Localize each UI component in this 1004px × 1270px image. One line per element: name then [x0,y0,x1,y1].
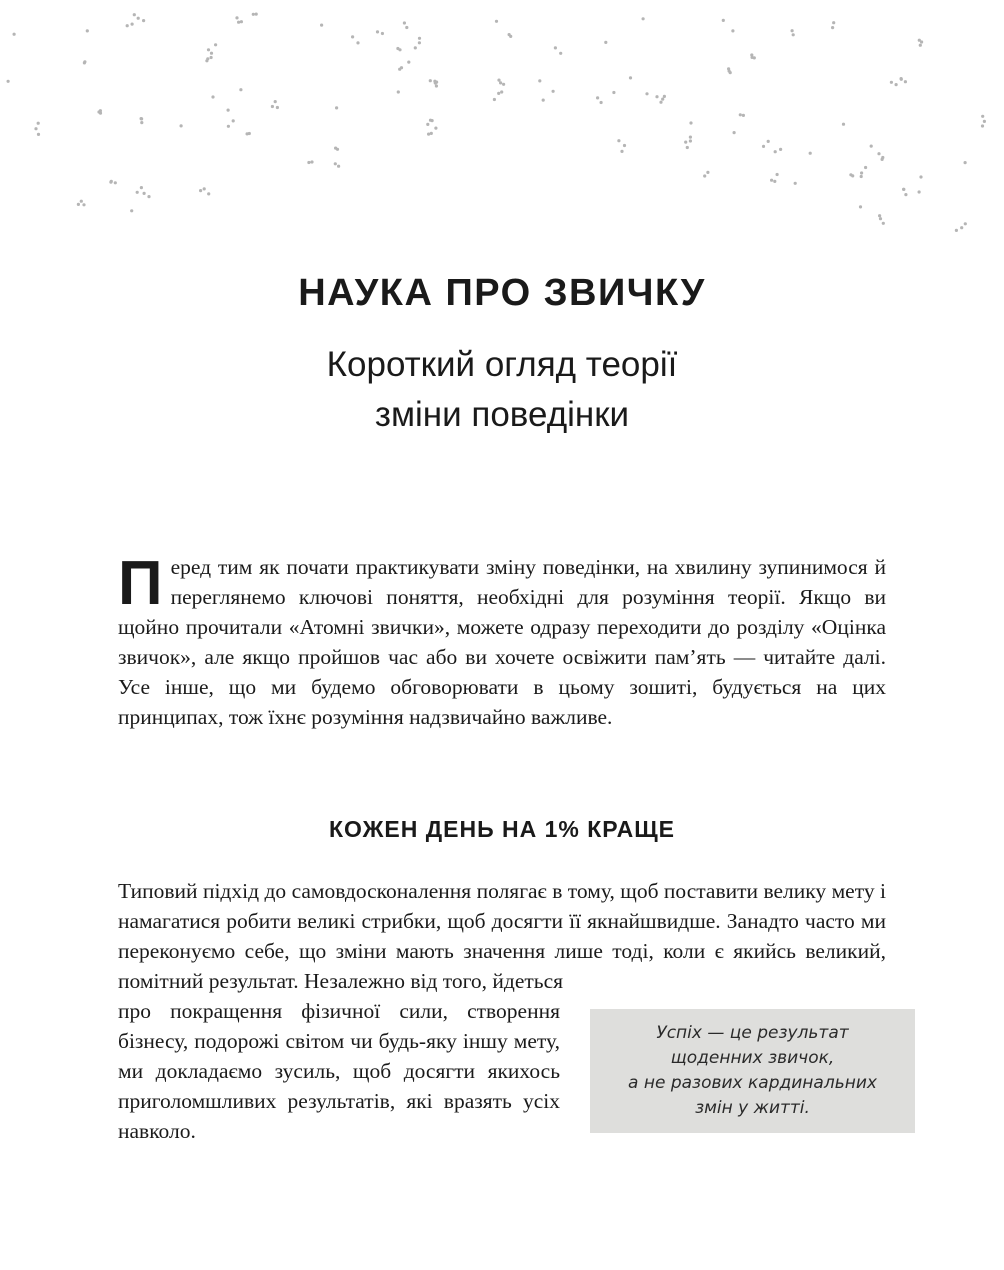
decoration-dot [396,47,399,50]
intro-text: еред тим як почати практикувати зміну поведінки, на хвилину зупинимося й переглянемо ключові поняття, необхідні для розуміння теорії. Якщо ви щойно прочитали «Атомні звички», можете одразу переходити до розділу «Оцінка звичок», але якщо пройшов час або ви хочете освіжити пам’ять — читайте далі. Усе інше, що ми будемо обговорювати в цьому зошиті, будується на цих принципах, тож їхнє розуміння надзвичайно важливе. [118,555,886,729]
decoration-dot [414,46,417,49]
decoration-dot [623,144,626,147]
decoration-dot [137,17,140,20]
decoration-dot [114,181,117,184]
decoration-dot [919,175,922,178]
decoration-dot [214,43,217,46]
decoration-dot [776,173,779,176]
decoration-dot [397,90,400,93]
decoration-dot [904,193,907,196]
decoration-dot [733,131,736,134]
decoration-dot [130,209,133,212]
section-paragraph-continued: про покращення фізичної сили, створення бізнесу, подорожі світом чи будь-яку іншу мету, ми докладаємо зусиль, щоб досягти якихось приголомшливих результатів, які вразять усіх навколо. [118,999,560,1143]
decoration-dot [792,33,795,36]
decoration-dot [554,46,557,49]
decoration-dot [878,214,881,217]
decoration-dot [629,76,632,79]
decoration-dot [37,122,40,125]
decoration-dot [497,79,500,82]
decoration-dot [180,124,183,127]
decoration-dot [237,21,240,24]
decoration-dot [334,162,337,165]
decoration-dot [426,123,429,126]
decoration-dot [750,53,753,56]
decoration-dot [684,141,687,144]
decoration-dot [508,33,511,36]
decoration-dot [689,136,692,139]
pull-quote-box [590,1009,915,1133]
decoration-dot [334,147,337,150]
decoration-dot [645,92,648,95]
decoration-dot [895,83,898,86]
decoration-dot [136,191,139,194]
decoration-dot [722,19,725,22]
decoration-dot [904,80,907,83]
decoration-dot [429,119,432,122]
decoration-dot [34,127,37,130]
decoration-dot [860,171,863,174]
decoration-dot [706,171,709,174]
decoration-dot [500,90,503,93]
decoration-dot [274,100,277,103]
decoration-dot [729,71,732,74]
decoration-dot [210,52,213,55]
decoration-dot [335,106,338,109]
decoration-dot [235,16,238,19]
decoration-dot [600,101,603,104]
decoration-dot [97,110,100,113]
decoration-dot [271,105,274,108]
decoration-dot [538,79,541,82]
decoration-dot [542,99,545,102]
decoration-dot [131,23,134,26]
subtitle-line-1: Короткий огляд теорії [326,345,678,384]
decoration-dot [140,117,143,120]
decoration-dot [620,150,623,153]
intro-paragraph [118,549,886,732]
decoration-dot [890,81,893,84]
decoration-dot [252,13,255,16]
decoration-dot [356,41,359,44]
decoration-dot [147,195,150,198]
decoration-dot [430,132,433,135]
decoration-dot [80,200,83,203]
decoration-dot [919,44,922,47]
decoration-dot [142,19,145,22]
decoration-dot [918,190,921,193]
decoration-dot [239,88,242,91]
decoration-dot [227,125,230,128]
decoration-dot [203,187,206,190]
decoration-dot [559,52,562,55]
decoration-dot [337,165,340,168]
drop-cap: П [118,549,163,618]
decoration-dot [663,95,666,98]
decoration-dot [773,180,776,183]
decoration-dot [900,77,903,80]
decoration-dot [703,174,706,177]
decoration-dot [227,109,230,112]
decoration-dot [552,90,555,93]
decoration-dot [499,81,502,84]
chapter-subtitle [0,340,1004,440]
decoration-dot [881,158,884,161]
decoration-dot [502,83,505,86]
pull-quote-line-2: щоденних звичок, [670,1048,835,1068]
decoration-dot [351,35,354,38]
decoration-dot [398,68,401,71]
decoration-dot [77,203,80,206]
decoration-dot [207,48,210,51]
decoration-dot [140,121,143,124]
decoration-dot [433,80,436,83]
decoration-dot [86,29,89,32]
decoration-dot [849,173,852,176]
decoration-dot [434,127,437,130]
pull-quote-line-3: а не разових кардинальних [628,1073,877,1093]
decoration-dot [381,32,384,35]
section-paragraph: Типовий підхід до самовдосконалення полягає в тому, щоб поставити велику мету і намагатися робити великі стрибки, щоб досягти її якнайшвидше. Занадто часто ми переконуємо себе, що зміни мають значення лише тоді, коли є якийсь великий, помітний результат. Незалежно від того, йдеться [118,879,886,993]
decoration-dot [617,139,620,142]
decoration-dot [13,33,16,36]
decoration-dot [642,17,645,20]
section-heading: КОЖЕН ДЕНЬ НА 1% КРАЩЕ [329,816,675,842]
decoration-dot [955,229,958,232]
decoration-dot [832,21,835,24]
decoration-dot [435,84,438,87]
decoration-dot [659,101,662,104]
decoration-dot [960,226,963,229]
decoration-dot [774,150,777,153]
decoration-dot [376,30,379,33]
dot-pattern-decoration [0,0,1004,240]
decoration-dot [140,186,143,189]
pull-quote-line-1: Успіх — це результат [656,1023,849,1043]
decoration-dot [661,98,664,101]
decoration-dot [809,152,812,155]
decoration-dot [767,140,770,143]
decoration-dot [981,124,984,127]
decoration-dot [983,120,986,123]
decoration-dot [879,217,882,220]
decoration-dot [310,160,313,163]
decoration-dot [240,20,243,23]
decoration-dot [864,166,867,169]
decoration-dot [655,95,658,98]
decoration-dot [877,152,880,155]
decoration-dot [7,80,10,83]
decoration-dot [248,132,251,135]
decoration-dot [981,115,984,118]
decoration-dot [37,133,40,136]
chapter-title: НАУКА ПРО ЗВИЧКУ [298,272,706,314]
decoration-dot [742,114,745,117]
decoration-dot [762,145,765,148]
decoration-dot [427,133,430,136]
decoration-dot [604,41,607,44]
decoration-dot [307,161,310,164]
decoration-dot [82,203,85,206]
decoration-dot [770,179,773,182]
decoration-dot [418,37,421,40]
subtitle-line-2: зміни поведінки [374,395,630,434]
decoration-dot [199,189,202,192]
decoration-dot [739,113,742,116]
decoration-dot [689,139,692,142]
decoration-dot [920,40,923,43]
decoration-dot [403,21,406,24]
decoration-dot [902,188,905,191]
decoration-dot [429,79,432,82]
decoration-dot [205,59,208,62]
decoration-dot [497,92,500,95]
decoration-dot [320,24,323,27]
decoration-dot [493,98,496,101]
decoration-dot [232,119,235,122]
decoration-dot [731,29,734,32]
decoration-dot [126,24,129,27]
decoration-dot [860,175,863,178]
decoration-dot [276,106,279,109]
decoration-dot [83,61,86,64]
decoration-dot [964,161,967,164]
decoration-dot [110,180,113,183]
decoration-dot [210,56,213,59]
decoration-dot [842,123,845,126]
decoration-dot [859,205,862,208]
decoration-dot [143,192,146,195]
decoration-dot [964,222,967,225]
decoration-dot [495,20,498,23]
decoration-dot [779,148,782,151]
decoration-dot [870,145,873,148]
decoration-dot [689,121,692,124]
decoration-dot [791,29,794,32]
decoration-dot [882,222,885,225]
decoration-dot [255,13,258,16]
decoration-dot [686,146,689,149]
decoration-dot [407,61,410,64]
pull-quote-line-4: змін у житті. [695,1098,810,1118]
decoration-dot [405,26,408,29]
decoration-dot [207,192,210,195]
decoration-dot [596,96,599,99]
decoration-dot [612,91,615,94]
decoration-dot [418,41,421,44]
decoration-dot [211,95,214,98]
decoration-dot [794,182,797,185]
decoration-dot [133,13,136,16]
decoration-dot [831,26,834,29]
